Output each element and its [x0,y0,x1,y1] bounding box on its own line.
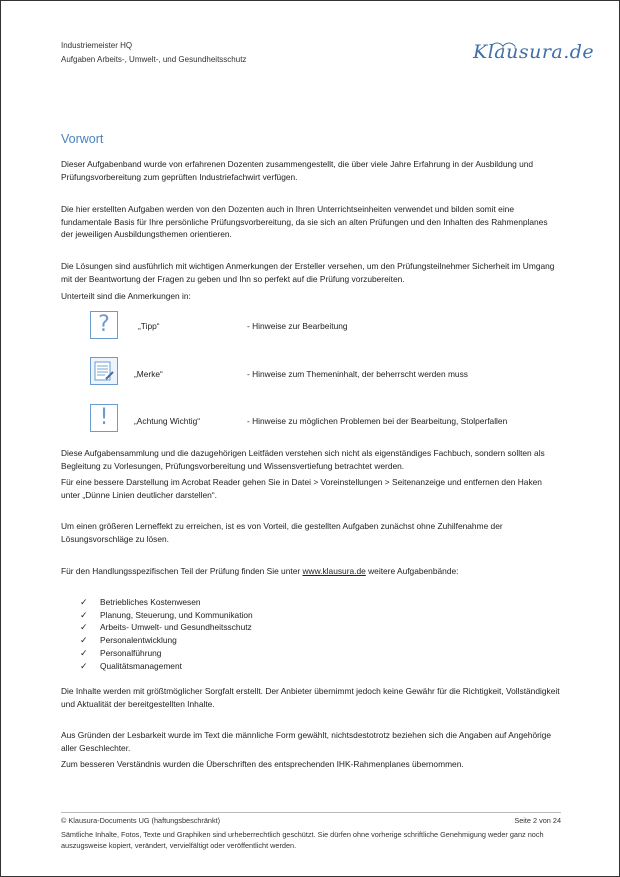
checkmark-icon: ✓ [80,647,88,658]
annotation-label-tipp: „Tipp“ [138,321,160,331]
annotation-desc-achtung: - Hinweise zu möglichen Problemen bei der Bearbeitung, Stolperfallen [247,416,508,426]
list-item: ✓ Personalführung [80,647,162,658]
paragraph-ueberschriften: Zum besseren Verständnis wurden die Überschriften des entsprechenden IHK-Rahmenplanes übernommen. [61,759,464,769]
paragraph-fachbuch: Diese Aufgabensammlung und die dazugehörigen Leitfäden verstehen sich nicht als eigenständiges Fachbuch, sondern sollten als Begleitung zu Vorlesungen, Prüfungsvorbereitung und Wissensvertiefung betrachtet werden. [61,448,545,471]
checkmark-icon: ✓ [80,635,88,646]
header-line-2: Aufgaben Arbeits-, Umwelt-, und Gesundheitsschutz [61,55,247,64]
handlung-text-before: Für den Handlungsspezifischen Teil der Prüfung finden Sie unter [61,566,303,576]
paragraph-lesbarkeit: Aus Gründen der Lesbarkeit wurde im Text die männliche Form gewählt, nichtsdestotrotz beziehen sich die Angaben auf Angehörige aller Geschlechter. [61,730,552,753]
list-item: ✓ Arbeits- Umwelt- und Gesundheitsschutz [80,622,252,633]
footer-divider [61,812,561,813]
list-item: ✓ Qualitätsmanagement [80,660,182,671]
list-item: ✓ Betriebliches Kostenwesen [80,597,201,607]
footer-notice: Sämtliche Inhalte, Fotos, Texte und Graphiken sind urheberrechtlich geschützt. Sie dürfen ohne vorherige schriftliche Genehmigung weder ganz noch auszugsweise kopiert, verändert, vervielfältigt oder veröffentlicht werden. [61,830,544,850]
checkmark-icon: ✓ [80,622,88,633]
footer-page-number: Seite 2 von 24 [514,816,561,825]
paragraph-acrobat: Für eine bessere Darstellung im Acrobat Reader gehen Sie in Datei > Voreinstellungen > Seitenanzeige und entfernen den Haken unter „Dünne Linien deutlicher darstellen“. [61,477,542,500]
logo-text: Klausura.de [473,41,595,63]
handlung-text-after: weitere Aufgabenbände: [365,566,459,576]
paragraph-annotations-intro: Unterteilt sind die Anmerkungen in: [61,291,191,301]
books-list [80,596,253,672]
paragraph-intro-1: Dieser Aufgabenband wurde von erfahrenen Dozenten zusammengestellt, die über viele Jahre Erfahrung in der Ausbildung und Prüfungsvorbereitung zum geprüften Industriefachwirt verfügen. [61,159,534,182]
paragraph-handlung [61,565,561,578]
paragraph-intro-2: Die hier erstellten Aufgaben werden von den Dozenten auch in Ihren Unterrichtseinheiten verwendet und bilden somit eine fundamentale Basis für Ihre persönliche Prüfungsvorbereitung, da sie sich an alten Prüfungen und den Inhalten des Rahmenplanes der jeweiligen Ausbildungsthemen orientieren. [61,204,548,239]
list-item: ✓ Personalentwicklung [80,635,177,646]
klausura-logo [471,37,595,67]
paragraph-intro-3: Die Lösungen sind ausführlich mit wichtigen Anmerkungen der Ersteller versehen, um den Prüfungsteilnehmer Sicherheit im Umgang mit der Beantwortung der Fragen zu geben und Ihn so perfekt auf die Prüfung vorzubereiten. [61,261,555,284]
paragraph-lerneffekt: Um einen größeren Lerneffekt zu erreichen, ist es von Vorteil, die gestellten Aufgaben zunächst ohne Zuhilfenahme der Lösungsvorschläge zu lösen. [61,521,503,544]
checkmark-icon: ✓ [80,660,88,671]
annotation-label-merke: „Merke“ [134,369,163,379]
exclamation-mark-icon: ! [90,404,118,432]
annotation-label-achtung: „Achtung Wichtig“ [134,416,201,426]
section-title: Vorwort [61,132,104,146]
footer-copyright: © Klausura-Documents UG (haftungsbeschränkt) [61,816,221,825]
checkmark-icon: ✓ [80,609,88,620]
list-item: ✓ Planung, Steuerung, und Kommunikation [80,609,253,620]
question-mark-icon: ? [90,311,118,339]
klausura-logo-graphic [471,37,595,67]
annotation-desc-merke: - Hinweise zum Themeninhalt, der beherrscht werden muss [247,369,468,379]
checkmark-icon: ✓ [80,597,88,607]
annotation-desc-tipp: - Hinweise zur Bearbeitung [247,321,348,331]
paragraph-haftung: Die Inhalte werden mit größtmöglicher Sorgfalt erstellt. Der Anbieter übernimmt jedoch keine Gewähr für die Richtigkeit, Vollständigkeit und Aktualität der bereitgestellten Inhalte. [61,686,560,709]
notepad-pencil-icon [90,357,118,385]
klausura-link[interactable]: www.klausura.de [302,566,366,576]
header-line-1: Industriemeister HQ [61,41,133,50]
